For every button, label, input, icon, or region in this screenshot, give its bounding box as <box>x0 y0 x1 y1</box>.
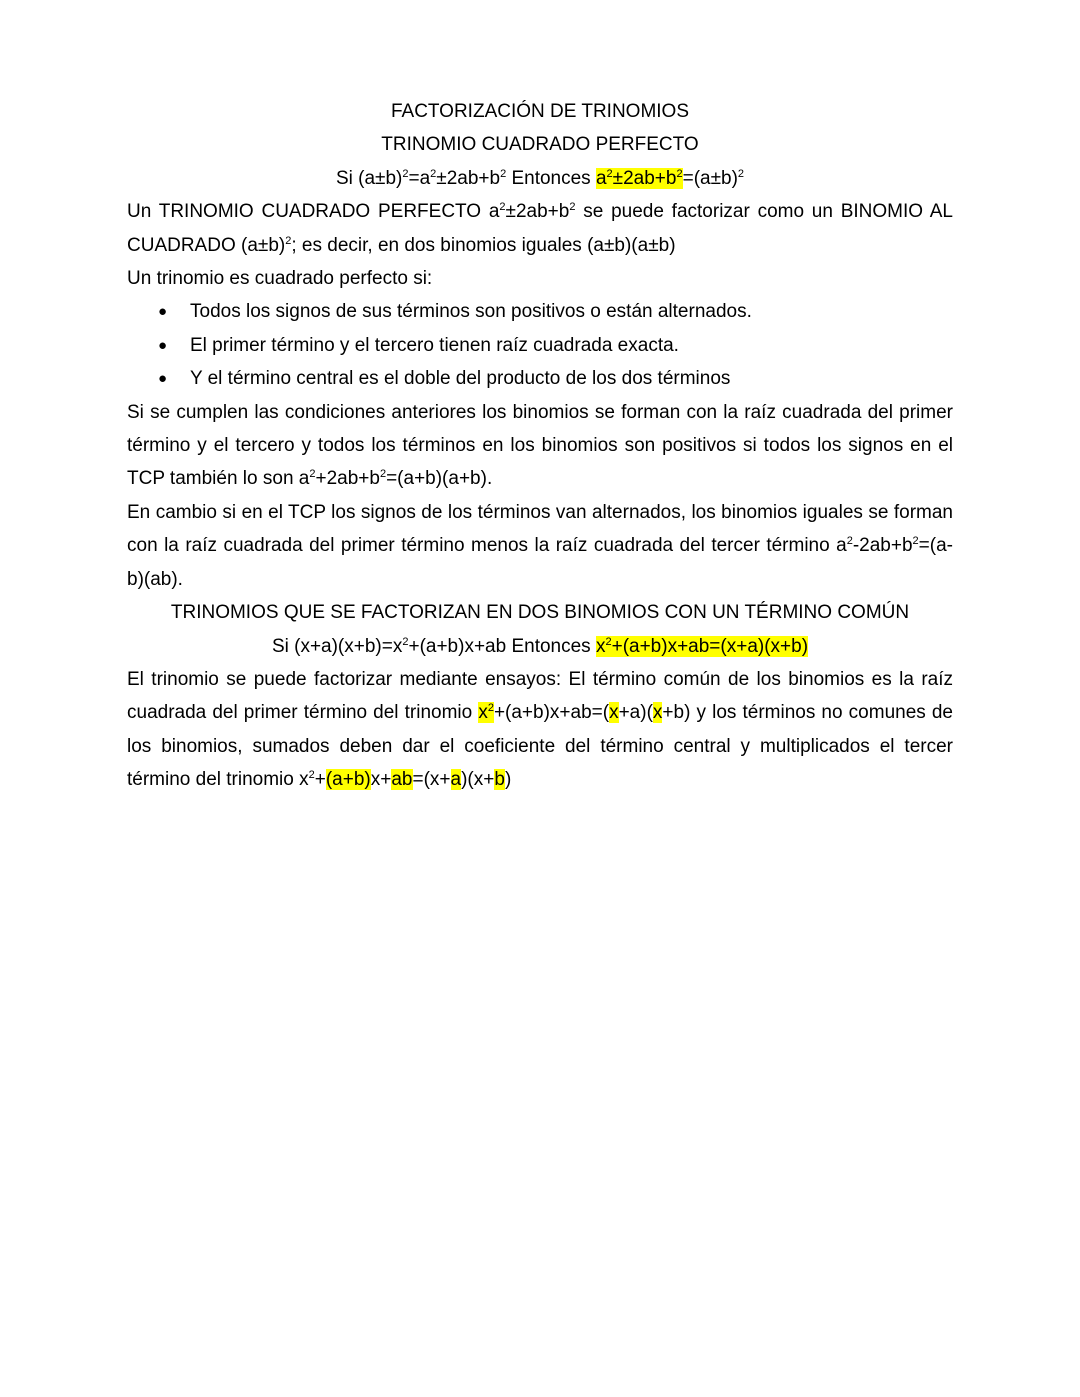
paragraph-text: ; es decir, en dos binomios iguales (a±b)(a±b) <box>291 234 676 256</box>
paragraph-text: se puede factorizar como un BINOMIO AL CUADRADO (a±b) <box>127 201 953 256</box>
formula-text: Si (a±b) <box>335 167 403 189</box>
highlighted-term: ab <box>391 769 413 791</box>
list-item-text: Y el término central es el doble del producto de los dos términos <box>190 368 731 390</box>
paragraph-text: -2ab+b <box>852 535 913 557</box>
trial-method-paragraph <box>127 663 953 797</box>
section1-formula <box>127 162 953 195</box>
exponent: 2 <box>606 167 613 180</box>
bullet-icon: ● <box>158 370 168 388</box>
exponent: 2 <box>308 769 315 782</box>
exponent: 2 <box>605 635 612 648</box>
paragraph-text: x+ <box>370 769 392 791</box>
highlighted-term: (a+b) <box>325 769 371 791</box>
paragraph-text: +b) y los términos no comunes de los binomios, sumados deben dar el coeficiente del término central y multiplicados el tercer término del trinomio x <box>127 702 953 791</box>
exponent: 2 <box>309 468 316 481</box>
paragraph-text: =(a+b)(a+b). <box>386 468 493 490</box>
section2-formula <box>127 630 953 663</box>
list-item-text: El primer término y el tercero tienen raíz cuadrada exacta. <box>190 334 679 356</box>
formula-text: +(a+b)x+ab=(x+a)(x+b) <box>611 635 809 657</box>
positive-signs-paragraph <box>127 396 953 496</box>
paragraph-text: +2ab+b <box>315 468 380 490</box>
paragraph-text: x <box>478 702 488 724</box>
highlighted-term <box>478 702 494 723</box>
exponent: 2 <box>912 535 919 548</box>
paragraph-text: =(x+ <box>412 769 451 791</box>
alternating-signs-paragraph <box>127 496 953 596</box>
definition-paragraph <box>127 195 953 262</box>
formula-text: =a <box>408 167 431 189</box>
highlighted-formula <box>596 636 808 657</box>
highlighted-term: b <box>494 769 505 791</box>
paragraph-text: En cambio si en el TCP los signos de los términos van alternados, los binomios iguales se forman con la raíz cuadrada del primer término menos la raíz cuadrada del tercer término a <box>127 501 953 557</box>
formula-text: a <box>595 167 607 189</box>
conditions-list <box>127 295 953 395</box>
exponent: 2 <box>379 468 387 481</box>
exponent: 2 <box>499 201 506 214</box>
formula-text: x <box>595 635 606 657</box>
paragraph-text: El trinomio se puede factorizar mediante ensayos: El término común de los binomios es la raíz cuadrada del primer término del trinomio <box>127 668 953 724</box>
section1-heading-text: TRINOMIO CUADRADO PERFECTO <box>381 134 699 156</box>
highlighted-term: x <box>652 702 663 724</box>
intro-text: Un trinomio es cuadrado perfecto si: <box>127 268 433 290</box>
exponent: 2 <box>676 167 683 180</box>
exponent: 2 <box>487 702 494 715</box>
section1-heading <box>127 128 953 161</box>
formula-text: Entonces <box>506 167 596 189</box>
exponent: 2 <box>737 167 745 180</box>
paragraph-text: =(a-b)(ab). <box>127 535 953 590</box>
paragraph-text: +a)( <box>618 702 653 724</box>
list-item <box>127 295 953 328</box>
paragraph-text: +(a+b)x+ab=( <box>493 702 610 724</box>
paragraph-text: ±2ab+b <box>505 201 570 223</box>
exponent: 2 <box>569 201 576 214</box>
formula-text: +(a+b)x+ab Entonces <box>408 635 596 657</box>
section2-heading <box>127 596 953 629</box>
paragraph-text: + <box>314 769 326 791</box>
paragraph-text: Un TRINOMIO CUADRADO PERFECTO a <box>127 201 500 223</box>
exponent: 2 <box>846 535 853 548</box>
document-title <box>127 95 953 128</box>
paragraph-text: ) <box>504 769 512 791</box>
highlighted-formula <box>596 168 683 189</box>
list-item <box>127 362 953 395</box>
title-text: FACTORIZACIÓN DE TRINOMIOS <box>390 101 690 122</box>
highlighted-term: a <box>450 769 462 791</box>
document-body <box>127 95 953 797</box>
formula-text: =(a±b) <box>682 167 738 189</box>
paragraph-text: Si se cumplen las condiciones anteriores los binomios se forman con la raíz cuadrada del primer término y el tercero y todos los términos en los binomios son positivos si todos los signos en el TCP también lo son a <box>127 401 953 490</box>
exponent: 2 <box>430 167 437 180</box>
bullet-icon: ● <box>158 303 168 321</box>
formula-text: Si (x+a)(x+b)=x <box>271 635 403 657</box>
highlighted-term: x <box>609 702 619 724</box>
exponent: 2 <box>402 167 409 180</box>
formula-text: ±2ab+b <box>436 167 501 189</box>
conditions-intro <box>127 262 953 295</box>
bullet-icon: ● <box>158 336 168 354</box>
formula-text: ±2ab+b <box>612 167 677 189</box>
list-item-text: Todos los signos de sus términos son positivos o están alternados. <box>190 301 752 323</box>
paragraph-text: )(x+ <box>461 769 495 791</box>
exponent: 2 <box>500 167 507 180</box>
exponent: 2 <box>285 234 292 247</box>
section2-heading-text: TRINOMIOS QUE SE FACTORIZAN EN DOS BINOMIOS CON UN TÉRMINO COMÚN <box>170 602 910 624</box>
exponent: 2 <box>402 635 409 648</box>
list-item <box>127 329 953 362</box>
